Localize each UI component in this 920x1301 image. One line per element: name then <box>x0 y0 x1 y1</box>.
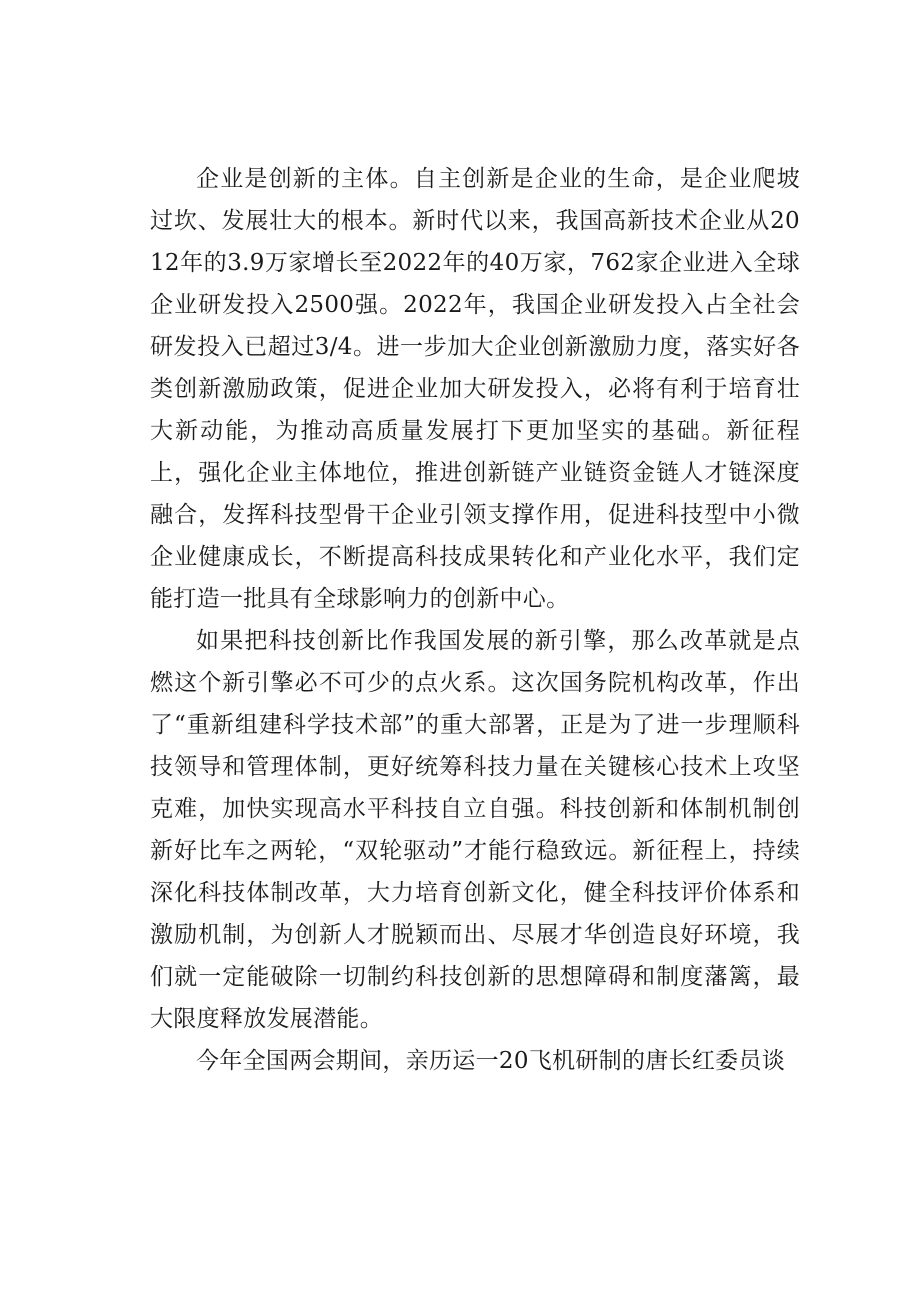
paragraph-enterprise-innovation: 企业是创新的主体。自主创新是企业的生命，是企业爬坡过坎、发展壮大的根本。新时代以来，我国高新技术企业从2012年的3.9万家增长至2022年的40万家，762家企业进入全球企业研发投入2500强。2022年，我国企业研发投入占全社会研发投入已超过3/4。进一步加大企业创新激励力度，落实好各类创新激励政策，促进企业加大研发投入，必将有利于培育壮大新动能，为推动高质量发展打下更加坚实的基础。新征程上，强化企业主体地位，推进创新链产业链资金链人才链深度融合，发挥科技型骨干企业引领支撑作用，促进科技型中小微企业健康成长，不断提高科技成果转化和产业化水平，我们定能打造一批具有全球影响力的创新中心。 <box>150 166 800 612</box>
document-body <box>150 158 800 1082</box>
paragraph-two-sessions: 今年全国两会期间，亲历运一20飞机研制的唐长红委员谈 <box>196 1048 786 1074</box>
paragraph-reform-ignition: 如果把科技创新比作我国发展的新引擎，那么改革就是点燃这个新引擎必不可少的点火系。这次国务院机构改革，作出了“重新组建科学技术部”的重大部署，正是为了进一步理顺科技领导和管理体制，更好统筹科技力量在关键核心技术上攻坚克难，加快实现高水平科技自立自强。科技创新和体制机制创新好比车之两轮，“双轮驱动”才能行稳致远。新征程上，持续深化科技体制改革，大力培育创新文化，健全科技评价体系和激励机制，为创新人才脱颖而出、尽展才华创造良好环境，我们就一定能破除一切制约科技创新的思想障碍和制度藩篱，最大限度释放发展潜能。 <box>150 628 800 1032</box>
